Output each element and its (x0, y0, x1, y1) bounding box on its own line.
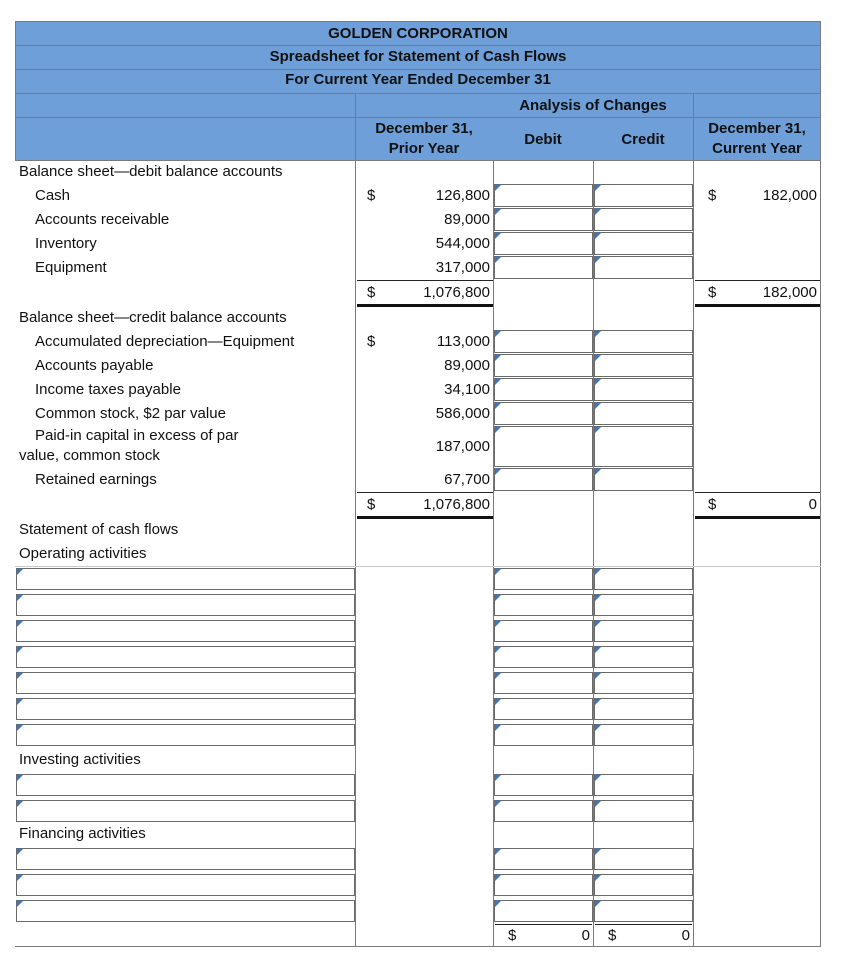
financing-item-2-input[interactable] (16, 874, 355, 896)
operating-item-1-input[interactable] (16, 568, 355, 590)
paid-in-capital-credit-input[interactable] (594, 426, 693, 467)
accum-dep-prior-value: 113,000 (436, 333, 490, 350)
credit-total-prior-dollar: $ (367, 496, 376, 513)
final-credit-value: 0 (681, 927, 690, 944)
row-label-equipment: Equipment (35, 259, 107, 276)
debit-total-current-value: 182,000 (762, 284, 817, 301)
company-title: GOLDEN CORPORATION (328, 25, 508, 42)
retained-earnings-debit-input[interactable] (494, 468, 593, 491)
operating-item-2-input[interactable] (16, 594, 355, 616)
operating-item-2-credit-input[interactable] (594, 594, 693, 616)
debit-section-heading: Balance sheet—debit balance accounts (19, 163, 283, 180)
header-rule-1 (15, 45, 821, 46)
operating-item-4-input[interactable] (16, 646, 355, 668)
financing-item-3-credit-input[interactable] (594, 900, 693, 922)
accounts-receivable-credit-input[interactable] (594, 208, 693, 231)
credit-total-prior-value: 1,076,800 (423, 496, 490, 513)
operating-item-4-credit-input[interactable] (594, 646, 693, 668)
paid-in-capital-debit-input[interactable] (494, 426, 593, 467)
cash-current-dollar: $ (708, 187, 717, 204)
equipment-prior-value: 317,000 (435, 259, 490, 276)
debit-total-prior-value: 1,076,800 (423, 284, 490, 301)
header-rule-4 (15, 117, 821, 118)
accum-dep-debit-input[interactable] (494, 330, 593, 353)
row-label-inventory: Inventory (35, 235, 97, 252)
operating-item-7-debit-input[interactable] (494, 724, 593, 746)
row-label-cash: Cash (35, 187, 71, 204)
operating-item-6-credit-input[interactable] (594, 698, 693, 720)
debit-header: Debit (524, 131, 562, 148)
debit-total-current-double-rule (695, 304, 820, 307)
cash-debit-input[interactable] (494, 184, 593, 207)
operating-item-3-credit-input[interactable] (594, 620, 693, 642)
cash-flows-heading: Statement of cash flows (19, 521, 179, 538)
income-taxes-debit-input[interactable] (494, 378, 593, 401)
accounts-payable-credit-input[interactable] (594, 354, 693, 377)
debit-total-current-dollar: $ (708, 284, 717, 301)
operating-item-7-input[interactable] (16, 724, 355, 746)
accounts-payable-prior-value: 89,000 (444, 357, 490, 374)
investing-item-2-credit-input[interactable] (594, 800, 693, 822)
period-title: For Current Year Ended December 31 (285, 71, 551, 88)
final-credit-dollar: $ (608, 927, 617, 944)
prior-year-header-line2: Prior Year (388, 140, 460, 157)
grid-vline-label-right (355, 161, 356, 947)
current-year-header-line2: Current Year (712, 140, 802, 157)
grid-vline-credit-right (693, 161, 694, 947)
accum-dep-prior-dollar: $ (367, 333, 376, 350)
row-label-accounts-payable: Accounts payable (35, 357, 154, 374)
equipment-debit-input[interactable] (494, 256, 593, 279)
credit-total-current-double-rule (695, 516, 820, 519)
prior-year-header-line1: December 31, (375, 120, 473, 137)
cash-current-value: 182,000 (762, 187, 817, 204)
financing-item-2-debit-input[interactable] (494, 874, 593, 896)
investing-item-2-input[interactable] (16, 800, 355, 822)
operating-item-7-credit-input[interactable] (594, 724, 693, 746)
income-taxes-credit-input[interactable] (594, 378, 693, 401)
analysis-of-changes-header: Analysis of Changes (519, 97, 667, 114)
row-divider (15, 566, 821, 567)
operating-item-1-credit-input[interactable] (594, 568, 693, 590)
operating-item-2-debit-input[interactable] (494, 594, 593, 616)
common-stock-credit-input[interactable] (594, 402, 693, 425)
retained-earnings-credit-input[interactable] (594, 468, 693, 491)
row-label-income-taxes-payable: Income taxes payable (35, 381, 181, 398)
investing-item-2-debit-input[interactable] (494, 800, 593, 822)
row-label-paid-in-capital-line2: value, common stock (19, 447, 160, 464)
operating-item-6-debit-input[interactable] (494, 698, 593, 720)
financing-item-3-debit-input[interactable] (494, 900, 593, 922)
statement-title: Spreadsheet for Statement of Cash Flows (269, 48, 567, 65)
financing-item-1-debit-input[interactable] (494, 848, 593, 870)
inventory-credit-input[interactable] (594, 232, 693, 255)
operating-item-4-debit-input[interactable] (494, 646, 593, 668)
current-year-header-line1: December 31, (708, 120, 806, 137)
paid-in-capital-prior-value: 187,000 (435, 438, 490, 455)
cash-prior-value: 126,800 (435, 187, 490, 204)
operating-item-3-input[interactable] (16, 620, 355, 642)
investing-item-1-input[interactable] (16, 774, 355, 796)
operating-item-6-input[interactable] (16, 698, 355, 720)
grid-vline-right-edge (820, 161, 821, 947)
financing-item-3-input[interactable] (16, 900, 355, 922)
row-label-accumulated-depreciation: Accumulated depreciation—Equipment (35, 333, 295, 350)
credit-total-current-value: 0 (808, 496, 817, 513)
accounts-payable-debit-input[interactable] (494, 354, 593, 377)
financing-item-1-credit-input[interactable] (594, 848, 693, 870)
financing-item-1-input[interactable] (16, 848, 355, 870)
operating-item-5-debit-input[interactable] (494, 672, 593, 694)
credit-total-current-dollar: $ (708, 496, 717, 513)
accounts-receivable-debit-input[interactable] (494, 208, 593, 231)
common-stock-debit-input[interactable] (494, 402, 593, 425)
credit-total-prior-double-rule (357, 516, 493, 519)
credit-section-heading: Balance sheet—credit balance accounts (19, 309, 287, 326)
header-rule-3 (15, 93, 821, 94)
operating-item-5-credit-input[interactable] (594, 672, 693, 694)
income-taxes-prior-value: 34,100 (444, 381, 490, 398)
row-label-paid-in-capital-line1: Paid-in capital in excess of par (35, 427, 239, 444)
cash-prior-dollar: $ (367, 187, 376, 204)
common-stock-prior-value: 586,000 (435, 405, 490, 422)
operating-item-3-debit-input[interactable] (494, 620, 593, 642)
header-rule-2 (15, 69, 821, 70)
financing-activities-heading: Financing activities (19, 825, 146, 842)
investing-activities-heading: Investing activities (19, 751, 141, 768)
equipment-credit-input[interactable] (594, 256, 693, 279)
investing-item-1-credit-input[interactable] (594, 774, 693, 796)
credit-header: Credit (621, 131, 665, 148)
financing-item-2-credit-input[interactable] (594, 874, 693, 896)
row-label-retained-earnings: Retained earnings (35, 471, 157, 488)
inventory-debit-input[interactable] (494, 232, 593, 255)
row-label-common-stock: Common stock, $2 par value (35, 405, 226, 422)
operating-activities-heading: Operating activities (19, 545, 147, 562)
grid-bottom-edge (15, 946, 821, 947)
debit-total-prior-dollar: $ (367, 284, 376, 301)
debit-total-prior-double-rule (357, 304, 493, 307)
inventory-prior-value: 544,000 (435, 235, 490, 252)
investing-item-1-debit-input[interactable] (494, 774, 593, 796)
retained-earnings-prior-value: 67,700 (444, 471, 490, 488)
accum-dep-credit-input[interactable] (594, 330, 693, 353)
final-debit-dollar: $ (508, 927, 517, 944)
final-debit-value: 0 (581, 927, 590, 944)
operating-item-5-input[interactable] (16, 672, 355, 694)
cash-credit-input[interactable] (594, 184, 693, 207)
operating-item-1-debit-input[interactable] (494, 568, 593, 590)
accounts-receivable-prior-value: 89,000 (444, 211, 490, 228)
row-label-accounts-receivable: Accounts receivable (35, 211, 170, 228)
